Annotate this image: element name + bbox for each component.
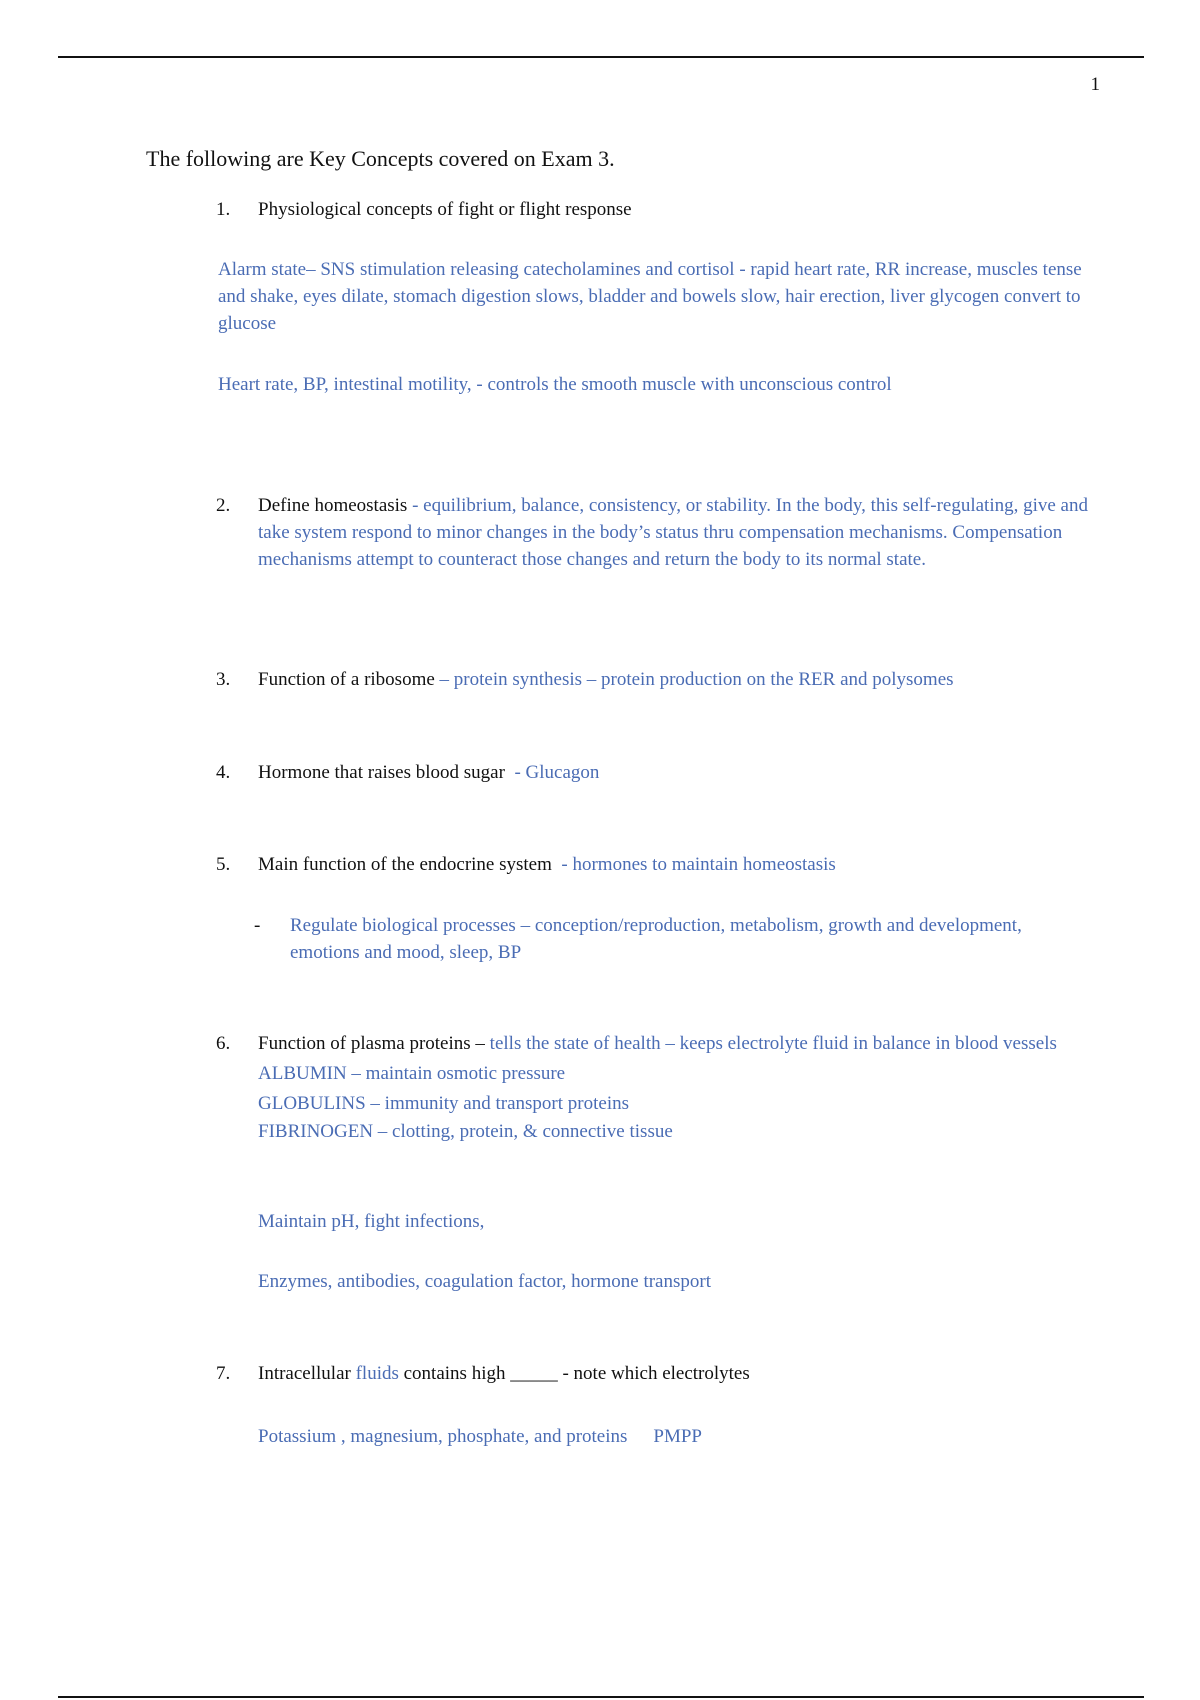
globulins-line: GLOBULINS – immunity and transport proteins: [258, 1093, 629, 1114]
item-6: [216, 1030, 1096, 1145]
item-answer: – protein synthesis – protein production on the RER and polysomes: [434, 669, 954, 690]
item-label: Define homeostasis: [258, 495, 408, 516]
item-number: 3.: [216, 669, 231, 690]
item-label-part-a: Intracellular: [258, 1363, 356, 1384]
item-number: 6.: [216, 1033, 231, 1054]
item-answer: - hormones to maintain homeostasis: [551, 854, 836, 875]
header-rule: [58, 56, 1144, 58]
item-1-answer-paragraph-2: Heart rate, BP, intestinal motility, - controls the smooth muscle with unconscious control: [218, 374, 892, 395]
item-number: 4.: [216, 762, 231, 783]
item-5: [216, 851, 1096, 878]
item-dash: –: [470, 1033, 490, 1054]
item-number: 5.: [216, 854, 231, 875]
item-6-answer-paragraph-2: Enzymes, antibodies, coagulation factor, hormone transport: [258, 1271, 711, 1292]
item-number: 1.: [216, 199, 231, 220]
bullet-text: Regulate biological processes – conception/reproduction, metabolism, growth and development, emotions and mood, sleep, BP: [290, 915, 1022, 963]
item-3: [216, 666, 1096, 693]
fibrinogen-line: FIBRINOGEN – clotting, protein, & connective tissue: [258, 1121, 673, 1142]
item-label: Physiological concepts of fight or flight response: [258, 199, 632, 220]
item-4: [216, 759, 1096, 786]
item-7-answer: [258, 1423, 1098, 1450]
page-number: 1: [1090, 74, 1100, 95]
item-1: [216, 196, 1096, 223]
electrolyte-list: Potassium , magnesium, phosphate, and proteins: [258, 1426, 628, 1447]
item-2: [216, 492, 1096, 573]
item-1-answer-paragraph: Alarm state– SNS stimulation releasing catecholamines and cortisol - rapid heart rate, RR increase, muscles tense and shake, eyes dilate, stomach digestion slows, bladder and bowels slow, hair erection, liver glycogen convert to glucose: [218, 259, 1082, 334]
albumin-line: ALBUMIN – maintain osmotic pressure: [258, 1063, 566, 1084]
item-7: [216, 1360, 1096, 1387]
item-label: Main function of the endocrine system: [258, 854, 552, 875]
bullet-dash: -: [254, 915, 261, 936]
item-6-answer-paragraph: Maintain pH, fight infections,: [258, 1211, 485, 1232]
item-5-bullet: [254, 912, 1084, 966]
item-number: 7.: [216, 1363, 231, 1384]
footer-rule: [58, 1696, 1144, 1698]
item-answer: - Glucagon: [504, 762, 600, 783]
item-label: Hormone that raises blood sugar: [258, 762, 505, 783]
item-answer: - equilibrium, balance, consistency, or stability. In the body, this self-regulating, give and take system respond to minor changes in the body’s status thru compensation mechanisms. Compensation mechanisms attempt to counteract those changes and return the body to its normal state.: [258, 495, 1088, 570]
item-label: Function of a ribosome: [258, 669, 435, 690]
page-title: The following are Key Concepts covered on Exam 3.: [146, 146, 615, 171]
item-answer: tells the state of health – keeps electrolyte fluid in balance in blood vessels: [489, 1033, 1057, 1054]
item-label-fluids: fluids: [355, 1363, 399, 1384]
mnemonic: PMPP: [653, 1426, 703, 1447]
item-label: Function of plasma proteins: [258, 1033, 471, 1054]
item-label-part-b: contains high _____ - note which electrolytes: [398, 1363, 750, 1384]
item-number: 2.: [216, 495, 231, 516]
